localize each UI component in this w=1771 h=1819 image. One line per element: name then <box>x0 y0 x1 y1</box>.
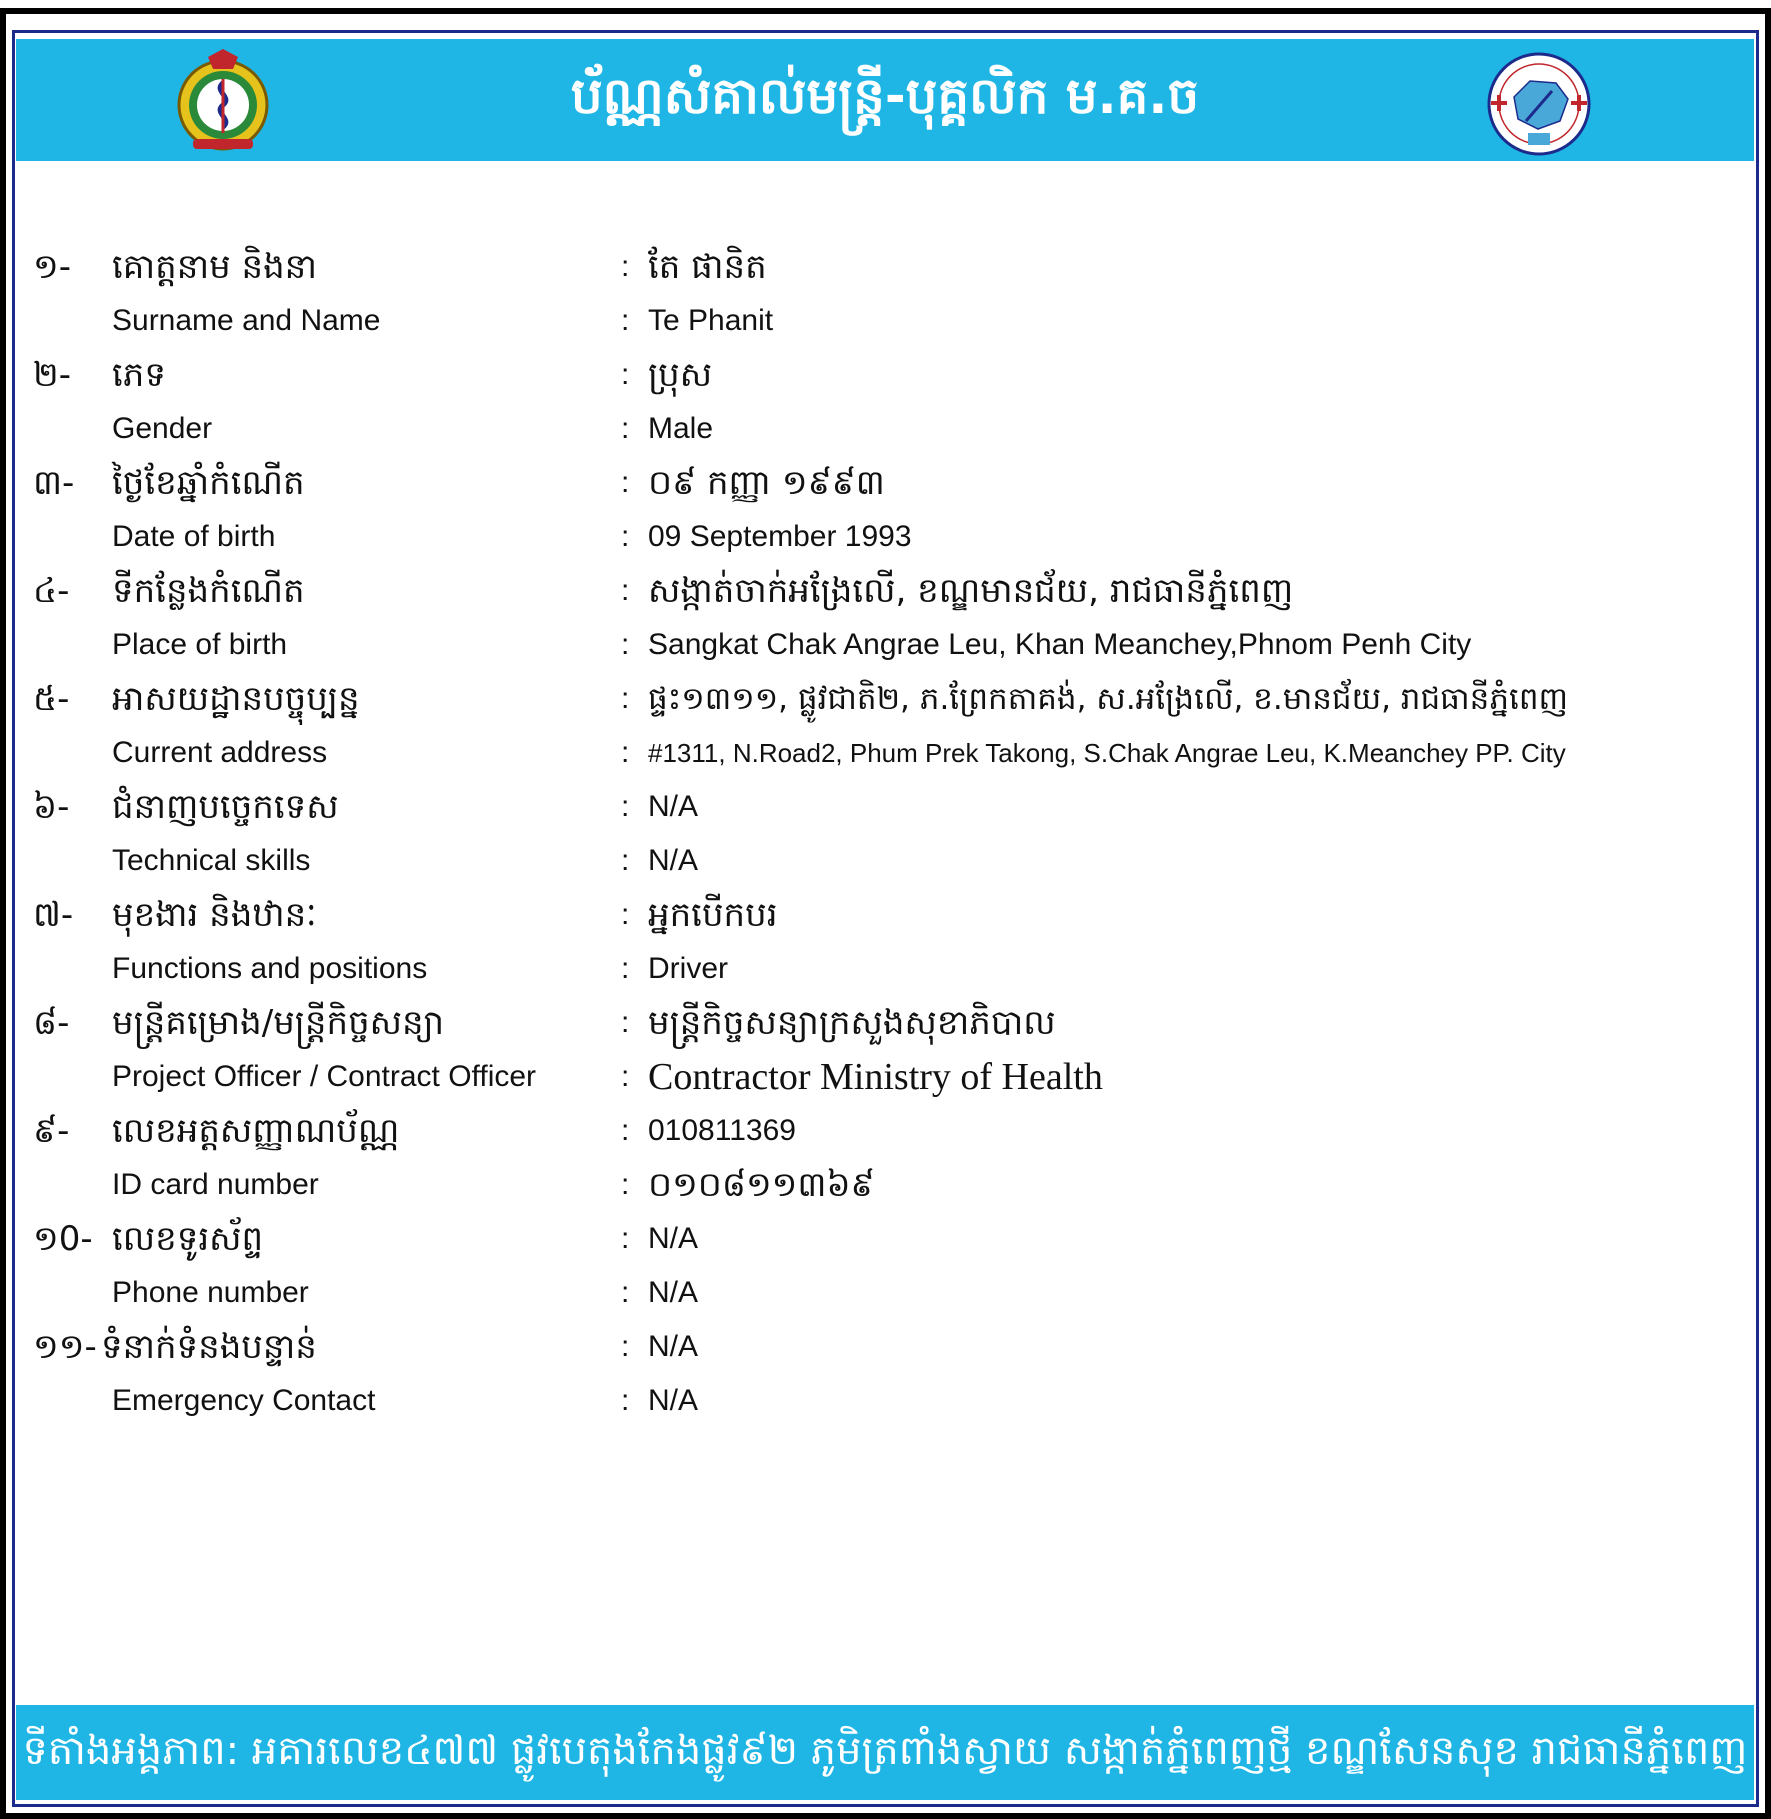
field-label-kh: លេខអត្តសញ្ញាណប័ណ្ណ <box>112 1111 400 1151</box>
separator-colon: : <box>621 574 630 607</box>
field-value-kh: អ្នកបើកបរ <box>648 895 778 935</box>
office-address: ទីតាំងអង្គភាព: អគារលេខ៤៧៧ ផ្លូវបេតុងកែងផ្លូវ៩២ ភូមិត្រពាំងស្វាយ សង្កាត់ភ្នំពេញថ្មី ខណ្ឌសែនសុខ រាជធានីភ្នំពេញ <box>22 1728 1748 1774</box>
field-value-kh: ប្រុស <box>648 355 713 395</box>
field-number: ៣- <box>33 463 75 503</box>
field-4-kh <box>15 561 1755 621</box>
field-value-en: #1311, N.Road2, Phum Prek Takong, S.Chak Angrae Leu, K.Meanchey PP. City <box>648 738 1566 768</box>
field-value-en: Te Phanit <box>648 304 774 337</box>
field-number: ៤- <box>33 571 70 611</box>
field-value-en: Driver <box>648 952 728 985</box>
field-value-en: Contractor Ministry of Health <box>648 1056 1103 1098</box>
field-value-en: N/A <box>648 844 699 877</box>
field-number: ៥- <box>33 679 70 719</box>
field-number: ៩- <box>33 1111 70 1151</box>
field-8-en <box>15 1047 1755 1107</box>
separator-colon: : <box>621 1276 630 1309</box>
separator-colon: : <box>621 1384 630 1417</box>
separator-colon: : <box>621 898 630 931</box>
field-value-kh: ផ្ទះ១៣១១, ផ្លូវជាតិ២, ភ.ព្រែកតាគង់, ស.អង្រែលើ, ខ.មានជ័យ, រាជធានីភ្នំពេញ <box>648 681 1569 717</box>
separator-colon: : <box>621 790 630 823</box>
field-5-en <box>15 723 1755 783</box>
field-11-en <box>15 1371 1755 1431</box>
field-label-kh: អាសយដ្ឋានបច្ចុប្បន្ន <box>112 679 360 719</box>
field-number: ១- <box>33 247 72 287</box>
field-7-kh <box>15 885 1755 945</box>
field-number: ៨- <box>33 1003 70 1043</box>
field-label-kh: ទំនាក់ទំនងបន្ទាន់ <box>101 1327 317 1367</box>
field-label-kh: ភេទ <box>112 355 166 395</box>
field-9-kh <box>15 1101 1755 1161</box>
field-value-kh: N/A <box>648 1222 699 1255</box>
field-value-en: 09 September 1993 <box>648 520 912 553</box>
separator-colon: : <box>621 412 630 445</box>
field-label-en: Current address <box>112 736 328 769</box>
field-value-en: Male <box>648 412 714 445</box>
field-number: ១0- <box>33 1219 93 1259</box>
field-5-kh <box>15 669 1755 729</box>
field-label-kh: លេខទូរស័ព្ទ <box>112 1219 264 1259</box>
separator-colon: : <box>621 1060 630 1093</box>
field-value-kh: សង្កាត់ចាក់អង្រែលើ, ខណ្ឌមានជ័យ, រាជធានីភ្នំពេញ <box>648 571 1294 611</box>
field-9-en <box>15 1155 1755 1215</box>
field-value-en: N/A <box>648 1384 699 1417</box>
field-label-en: Date of birth <box>112 520 276 553</box>
field-label-kh: មន្ត្រីគម្រោង/មន្ត្រីកិច្ចសន្យា <box>112 1003 445 1043</box>
field-number: ៦- <box>33 787 70 827</box>
field-value-kh: N/A <box>648 790 699 823</box>
field-10-en <box>15 1263 1755 1323</box>
field-2-en <box>15 399 1755 459</box>
field-value-kh: 010811369 <box>648 1114 796 1147</box>
field-value-kh: តែ ផានិត <box>648 247 767 287</box>
field-label-en: Project Officer / Contract Officer <box>112 1060 537 1093</box>
field-6-en <box>15 831 1755 891</box>
field-value-kh: N/A <box>648 1330 699 1363</box>
field-label-en: Emergency Contact <box>112 1384 376 1417</box>
separator-colon: : <box>621 844 630 877</box>
field-3-kh <box>15 453 1755 513</box>
field-value-en: ០១០៨១១៣៦៩ <box>648 1165 875 1205</box>
separator-colon: : <box>621 520 630 553</box>
field-label-kh: ថ្ងៃខែឆ្នាំកំណើត <box>112 463 305 503</box>
field-11-kh <box>15 1317 1755 1377</box>
field-value-en: Sangkat Chak Angrae Leu, Khan Meanchey,Phnom Penh City <box>648 628 1472 661</box>
card-title: ប័ណ្ណសំគាល់មន្ត្រី-បុគ្គលិក ម.គ.ច <box>570 67 1200 125</box>
field-label-en: Gender <box>112 412 213 445</box>
footer-band <box>16 1705 1754 1800</box>
field-label-en: Phone number <box>112 1276 309 1309</box>
separator-colon: : <box>621 1330 630 1363</box>
field-number: ២- <box>33 355 72 395</box>
separator-colon: : <box>621 736 630 769</box>
separator-colon: : <box>621 1222 630 1255</box>
separator-colon: : <box>621 304 630 337</box>
separator-colon: : <box>621 1168 630 1201</box>
field-3-en <box>15 507 1755 567</box>
field-1-en <box>15 291 1755 351</box>
field-8-kh <box>15 993 1755 1053</box>
separator-colon: : <box>621 250 630 283</box>
field-value-kh: ០៩ កញ្ញា ១៩៩៣ <box>648 463 885 503</box>
field-value-en: N/A <box>648 1276 699 1309</box>
field-value-kh: មន្ត្រីកិច្ចសន្យាក្រសួងសុខាភិបាល <box>648 1003 1056 1043</box>
separator-colon: : <box>621 466 630 499</box>
field-label-kh: ទីកន្លែងកំណើត <box>112 571 305 611</box>
field-number: ៧- <box>33 895 74 935</box>
field-label-en: Surname and Name <box>112 304 381 337</box>
field-label-kh: មុខងារ និងឋានៈ <box>112 895 317 935</box>
header-band <box>16 39 1754 161</box>
field-2-kh <box>15 345 1755 405</box>
separator-colon: : <box>621 952 630 985</box>
separator-colon: : <box>621 1114 630 1147</box>
separator-colon: : <box>621 682 630 715</box>
field-label-en: Functions and positions <box>112 952 428 985</box>
staff-id-card <box>12 30 1759 1807</box>
field-label-en: Technical skills <box>112 844 311 877</box>
separator-colon: : <box>621 1006 630 1039</box>
field-7-en <box>15 939 1755 999</box>
field-label-kh: ជំនាញបច្ចេកទេស <box>112 787 339 827</box>
cnm-logo-icon <box>1486 51 1592 157</box>
separator-colon: : <box>621 358 630 391</box>
field-4-en <box>15 615 1755 675</box>
field-number: ១១- <box>33 1327 97 1367</box>
field-label-en: Place of birth <box>112 628 288 661</box>
field-10-kh <box>15 1209 1755 1269</box>
field-6-kh <box>15 777 1755 837</box>
field-1-kh <box>15 237 1755 297</box>
field-label-en: ID card number <box>112 1168 319 1201</box>
separator-colon: : <box>621 628 630 661</box>
field-label-kh: គោត្តនាម និងនា <box>112 247 318 287</box>
